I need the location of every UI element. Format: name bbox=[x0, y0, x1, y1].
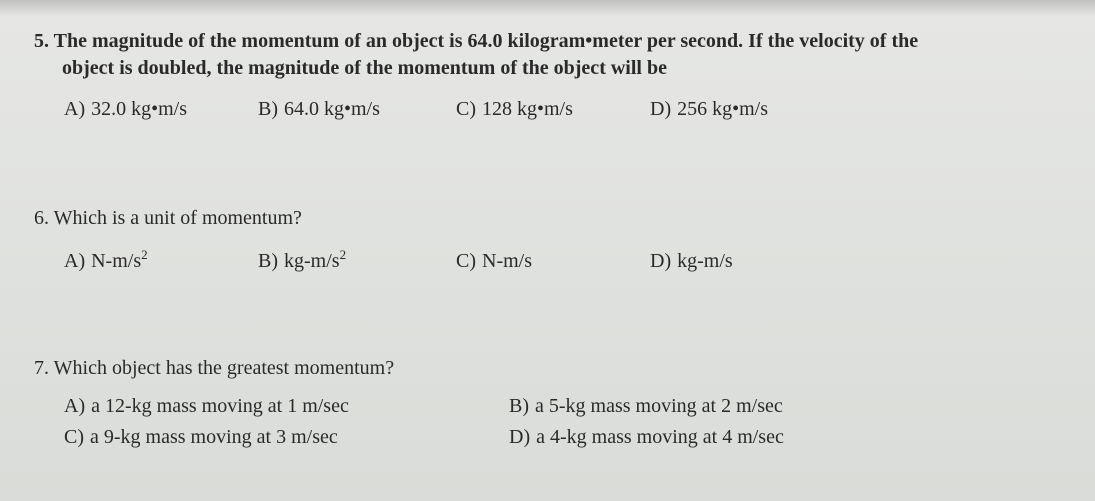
question-5-text-line2: object is doubled, the magnitude of the momentum of the object will be bbox=[62, 57, 667, 79]
question-7-option-c[interactable] bbox=[64, 426, 338, 449]
option-text: 128 kg•m/s bbox=[482, 98, 573, 120]
option-letter: B) bbox=[509, 395, 529, 417]
option-text: kg-m/s bbox=[284, 250, 340, 272]
question-5-text-line1: The magnitude of the momentum of an object is 64.0 kilogram•meter per second. If the velocity of the bbox=[53, 30, 919, 52]
option-letter: D) bbox=[650, 98, 672, 120]
question-7-option-a[interactable] bbox=[64, 395, 349, 418]
question-6-option-a[interactable] bbox=[64, 247, 148, 273]
option-text: a 4-kg mass moving at 4 m/sec bbox=[536, 426, 784, 448]
question-6-option-c[interactable] bbox=[456, 250, 532, 273]
question-7-number: 7. bbox=[34, 357, 49, 379]
option-text: N-m/s bbox=[482, 250, 532, 272]
question-5-option-a[interactable] bbox=[64, 98, 187, 121]
option-text: a 9-kg mass moving at 3 m/sec bbox=[90, 426, 338, 448]
question-5-stem-line1 bbox=[34, 28, 918, 55]
option-text: a 5-kg mass moving at 2 m/sec bbox=[535, 395, 783, 417]
option-letter: D) bbox=[509, 426, 531, 448]
option-text: 256 kg•m/s bbox=[677, 98, 769, 120]
option-text: 32.0 kg•m/s bbox=[91, 98, 188, 120]
option-superscript: 2 bbox=[339, 247, 347, 262]
question-7-option-d[interactable] bbox=[509, 426, 784, 449]
option-letter: C) bbox=[64, 426, 84, 448]
question-5-option-d[interactable] bbox=[650, 98, 768, 121]
question-5-option-b[interactable] bbox=[258, 98, 380, 121]
option-letter: A) bbox=[64, 250, 86, 272]
option-letter: A) bbox=[64, 395, 86, 417]
option-letter: C) bbox=[456, 250, 476, 272]
option-letter: A) bbox=[64, 98, 86, 120]
option-letter: B) bbox=[258, 250, 278, 272]
question-7-option-b[interactable] bbox=[509, 395, 783, 418]
question-7-stem bbox=[34, 355, 394, 382]
option-text: 64.0 kg•m/s bbox=[284, 98, 380, 120]
page-edge-shadow bbox=[0, 0, 1095, 16]
option-text: kg-m/s bbox=[677, 250, 733, 272]
question-7-text: Which object has the greatest momentum? bbox=[53, 357, 395, 379]
option-letter: B) bbox=[258, 98, 278, 120]
question-5-option-c[interactable] bbox=[456, 98, 573, 121]
question-6-number: 6. bbox=[34, 207, 49, 229]
option-letter: C) bbox=[456, 98, 476, 120]
question-6-option-d[interactable] bbox=[650, 250, 733, 273]
option-superscript: 2 bbox=[141, 247, 148, 262]
question-6-option-b[interactable] bbox=[258, 247, 347, 273]
question-5-number: 5. bbox=[34, 30, 49, 52]
question-6-text: Which is a unit of momentum? bbox=[53, 207, 302, 229]
option-text: a 12-kg mass moving at 1 m/sec bbox=[91, 395, 349, 417]
option-letter: D) bbox=[650, 250, 672, 272]
question-6-stem bbox=[34, 205, 302, 232]
option-text: N-m/s bbox=[91, 250, 142, 272]
